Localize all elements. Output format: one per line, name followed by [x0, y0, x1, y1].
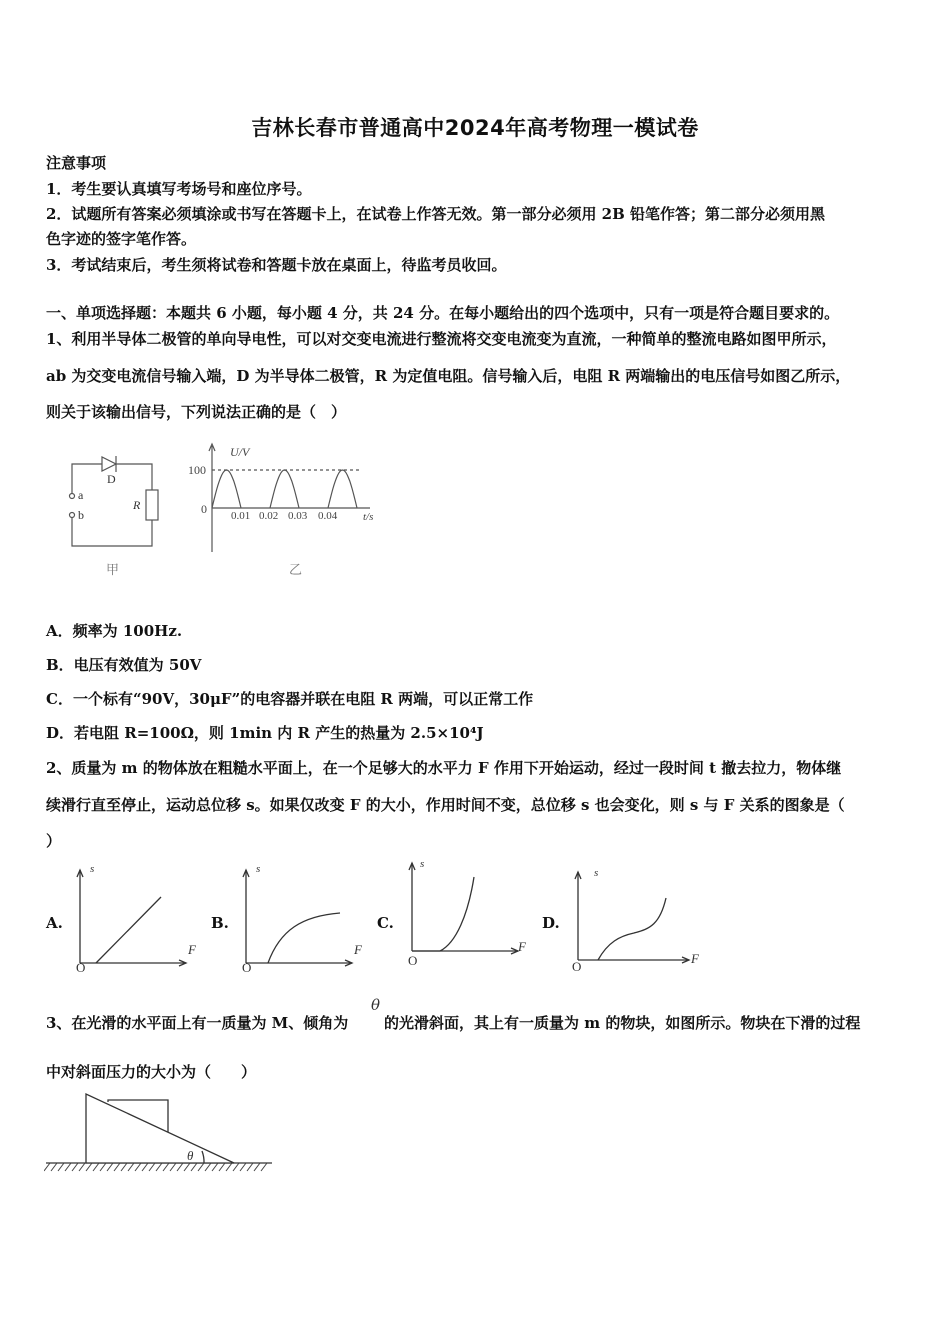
q1-stem: 则关于该输出信号，下列说法正确的是（ ） [46, 403, 347, 421]
x-axis-label: t/s [363, 511, 374, 523]
circuit-diagram [60, 446, 170, 581]
x-axis-label: F [518, 939, 526, 954]
q1-option-a: A．频率为 100Hz. [46, 622, 183, 640]
hatch-mark [114, 1163, 120, 1171]
q3-stem-line2: 中对斜面压力的大小为（ ） [46, 1063, 257, 1081]
q2-graph-c [398, 855, 538, 970]
q2-option-b-label: B. [211, 914, 229, 932]
hatch-mark [135, 1163, 141, 1171]
hatch-mark [86, 1163, 92, 1171]
q3-stem-part1: 3、在光滑的水平面上有一质量为 M、倾角为 [46, 1014, 349, 1032]
hatch-mark [44, 1163, 50, 1171]
hatch-mark [198, 1163, 204, 1171]
q3-theta: θ [371, 996, 381, 1014]
graph-caption: 乙 [289, 562, 303, 577]
q2-option-d-label: D. [542, 914, 560, 932]
terminal-b-label: b [78, 508, 84, 522]
y-axis-label: s [420, 858, 425, 870]
hatch-mark [261, 1163, 267, 1171]
y-axis-label: s [256, 863, 261, 875]
y-axis-label: s [594, 867, 599, 879]
origin-label: O [572, 959, 582, 974]
origin-label: O [408, 953, 418, 968]
q2-graph-a [66, 860, 206, 975]
hatch-mark [177, 1163, 183, 1171]
origin-label: O [242, 960, 252, 975]
notice-item: 1．考生要认真填写考场号和座位序号。 [46, 180, 312, 198]
x-tick-label: 0.02 [259, 510, 279, 522]
hatch-mark [205, 1163, 211, 1171]
q2-option-c-label: C. [377, 914, 394, 932]
section-heading: 一、单项选择题：本题共 6 小题，每小题 4 分，共 24 分。在每小题给出的四个选项中，只有一项是符合题目要求的。 [46, 304, 840, 322]
x-axis-label: F [691, 951, 699, 966]
hatch-mark [170, 1163, 176, 1171]
ground-hatching [44, 1163, 267, 1171]
x-axis-label: F [188, 942, 196, 957]
x-tick-label: 0.03 [288, 510, 308, 522]
x-tick-label: 0.04 [318, 510, 338, 522]
q2-stem: 2、质量为 m 的物体放在粗糙水平面上，在一个足够大的水平力 F 作用下开始运动，经过一段时间 t 撤去拉力，物体继 [46, 759, 842, 777]
hatch-mark [156, 1163, 162, 1171]
y-axis-label: s [90, 863, 95, 875]
hatch-mark [72, 1163, 78, 1171]
hatch-mark [219, 1163, 225, 1171]
hatch-mark [191, 1163, 197, 1171]
hatch-mark [233, 1163, 239, 1171]
angle-label: θ [187, 1148, 194, 1163]
curve-a [96, 897, 161, 963]
q2-stem: ） [46, 832, 62, 850]
origin-label: 0 [201, 502, 207, 516]
notice-item: 色字迹的签字笔作答。 [46, 230, 197, 248]
incline-wedge [86, 1094, 234, 1163]
hatch-mark [212, 1163, 218, 1171]
hatch-mark [93, 1163, 99, 1171]
x-axis-label: F [354, 942, 362, 957]
q1-stem: ab 为交变电流信号输入端，D 为半导体二极管，R 为定值电阻。信号输入后，电阻 R 两端输出的电压信号如图乙所示， [46, 367, 851, 385]
hatch-mark [149, 1163, 155, 1171]
q2-graph-d [564, 862, 709, 977]
hatch-mark [65, 1163, 71, 1171]
hatch-mark [79, 1163, 85, 1171]
hatch-mark [254, 1163, 260, 1171]
hatch-mark [51, 1163, 57, 1171]
terminal-a-label: a [78, 488, 84, 502]
voltage-graph [185, 440, 385, 580]
q1-option-d: D．若电阻 R=100Ω，则 1min 内 R 产生的热量为 2.5×10⁴J [46, 724, 484, 742]
q2-graph-b [232, 860, 372, 975]
x-tick-label: 0.01 [231, 510, 251, 522]
notice-heading: 注意事项 [46, 154, 107, 172]
incline-diagram [44, 1088, 276, 1178]
y-tick-label: 100 [188, 463, 206, 477]
diode-symbol [102, 457, 116, 471]
hatch-mark [163, 1163, 169, 1171]
y-axis-label: U/V [230, 445, 250, 459]
notice-item: 3．考试结束后，考生须将试卷和答题卡放在桌面上，待监考员收回。 [46, 256, 507, 274]
terminal-a [70, 494, 75, 499]
q3-stem-part2: 的光滑斜面，其上有一质量为 m 的物块，如图所示。物块在下滑的过程 [384, 1014, 861, 1032]
rectified-wave [212, 470, 357, 508]
q2-option-a-label: A. [46, 914, 63, 932]
hatch-mark [121, 1163, 127, 1171]
origin-label: O [76, 960, 86, 975]
diode-label: D [107, 472, 116, 486]
circuit-caption: 甲 [106, 562, 120, 577]
notice-item: 2．试题所有答案必须填涂或书写在答题卡上，在试卷上作答无效。第一部分必须用 2B 铅笔作答；第二部分必须用黑 [46, 205, 826, 223]
q1-option-b: B．电压有效值为 50V [46, 656, 202, 674]
hatch-mark [247, 1163, 253, 1171]
hatch-mark [100, 1163, 106, 1171]
hatch-mark [58, 1163, 64, 1171]
hatch-mark [184, 1163, 190, 1171]
q1-option-c: C．一个标有“90V，30μF”的电容器并联在电阻 R 两端，可以正常工作 [46, 690, 534, 708]
terminal-b [70, 513, 75, 518]
hatch-mark [240, 1163, 246, 1171]
curve-c [412, 877, 474, 951]
hatch-mark [128, 1163, 134, 1171]
hatch-mark [142, 1163, 148, 1171]
page-title: 吉林长春市普通高中2024年高考物理一模试卷 [251, 116, 699, 140]
hatch-mark [226, 1163, 232, 1171]
q2-stem: 续滑行直至停止，运动总位移 s。如果仅改变 F 的大小，作用时间不变，总位移 s 也会变化，则 s 与 F 关系的图象是（ [46, 796, 845, 814]
curve-b [268, 913, 340, 963]
hatch-mark [107, 1163, 113, 1171]
q1-stem: 1、利用半导体二极管的单向导电性，可以对交变电流进行整流将交变电流变为直流，一种简单的整流电路如图甲所示， [46, 330, 837, 348]
curve-d [598, 898, 666, 960]
resistor-label: R [133, 498, 141, 512]
resistor-symbol [146, 490, 158, 520]
